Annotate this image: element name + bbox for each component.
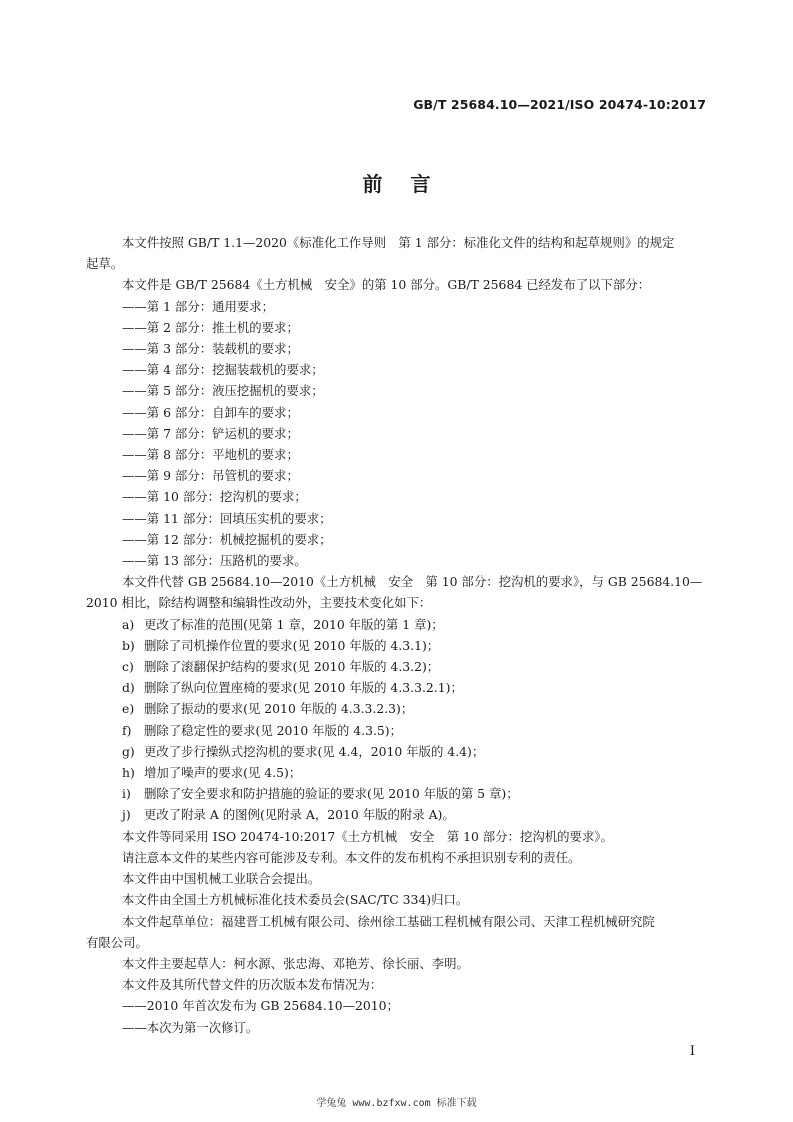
list-item-part: ——第 13 部分：压路机的要求。 (122, 553, 307, 569)
change-text: 删除了振动的要求(见 2010 年版的 4.3.3.2.3)； (144, 701, 414, 717)
standard-code-header: GB/T 25684.10—2021/ISO 20474-10:2017 (413, 97, 706, 112)
change-text: 删除了滚翻保护结构的要求(见 2010 年版的 4.3.2)； (144, 659, 440, 675)
list-item-part: ——第 2 部分：推土机的要求； (122, 319, 299, 335)
paragraph-drafting-units: 本文件起草单位：福建晋工机械有限公司、徐州徐工基础工程机械有限公司、天津工程机械研究院 (122, 913, 655, 929)
change-label: b) (122, 637, 135, 653)
list-item-change (86, 698, 708, 719)
footer-watermark: 学兔兔 www.bzfxw.com 标准下载 (316, 1098, 477, 1109)
list-item-change (86, 656, 708, 677)
list-item-change (86, 762, 708, 783)
change-text: 删除了安全要求和防护措施的验证的要求(见 2010 年版的第 5 章)； (144, 786, 519, 802)
list-item-part: ——第 9 部分：吊管机的要求； (122, 468, 299, 484)
list-item-part: ——第 5 部分：液压挖掘机的要求； (122, 383, 324, 399)
paragraph-drafters: 本文件主要起草人：柯水源、张忠海、邓艳芳、徐长丽、李明。 (122, 955, 469, 971)
change-label: c) (122, 659, 134, 675)
list-item-change (86, 783, 708, 804)
change-text: 更改了步行操纵式挖沟机的要求(见 4.4，2010 年版的 4.4)； (144, 743, 485, 759)
list-item-part: ——第 4 部分：挖掘装载机的要求； (122, 362, 324, 378)
change-label: e) (122, 701, 135, 717)
change-text: 删除了稳定性的要求(见 2010 年版的 4.3.5)； (144, 722, 403, 738)
page-number: I (689, 1044, 695, 1059)
change-label: i) (122, 786, 131, 802)
paragraph-series-intro: 本文件是 GB/T 25684《土方机械 安全》的第 10 部分。GB/T 25684 已经发布了以下部分： (122, 277, 651, 293)
list-item-change (86, 741, 708, 762)
paragraph-proposer: 本文件由中国机械工业联合会提出。 (122, 871, 321, 887)
list-item-change (86, 635, 708, 656)
paragraph-replaces-cont: 2010 相比，除结构调整和编辑性改动外，主要技术变化如下： (86, 595, 432, 611)
change-label: f) (122, 722, 132, 738)
list-item-part: ——第 12 部分：机械挖掘机的要求； (122, 531, 332, 547)
list-item-change (86, 614, 708, 635)
change-text: 更改了附录 A 的图例(见附录 A，2010 年版的附录 A)。 (144, 807, 455, 823)
list-item-part: ——第 6 部分：自卸车的要求； (122, 404, 299, 420)
change-label: h) (122, 765, 135, 781)
list-item-part: ——第 1 部分：通用要求； (122, 298, 275, 314)
list-item-part: ——第 8 部分：平地机的要求； (122, 447, 299, 463)
list-item-part: ——第 7 部分：铲运机的要求； (122, 425, 299, 441)
foreword-body (86, 232, 708, 1038)
list-item-part: ——第 10 部分：挖沟机的要求； (122, 489, 307, 505)
list-item-history: ——本次为第一次修订。 (122, 1019, 259, 1035)
change-label: a) (122, 616, 135, 632)
list-item-change (86, 677, 708, 698)
paragraph-replaces: 本文件代替 GB 25684.10—2010《土方机械 安全 第 10 部分：挖沟机的要求》，与 GB 25684.10— (122, 574, 703, 590)
paragraph-drafting-units-cont: 有限公司。 (86, 934, 148, 950)
list-item-part: ——第 3 部分：装载机的要求； (122, 341, 299, 357)
change-label: g) (122, 743, 135, 759)
paragraph-equivalence: 本文件等同采用 ISO 20474-10:2017《土方机械 安全 第 10 部分：挖沟机的要求》。 (122, 828, 613, 844)
change-text: 增加了噪声的要求(见 4.5)； (144, 765, 302, 781)
paragraph-committee: 本文件由全国土方机械标准化技术委员会(SAC/TC 334)归口。 (122, 892, 469, 908)
list-item-change (86, 804, 708, 825)
list-item-change (86, 720, 708, 741)
page-title: 前言 (362, 172, 459, 196)
change-text: 删除了司机操作位置的要求(见 2010 年版的 4.3.1)； (144, 637, 440, 653)
paragraph-history-intro: 本文件及其所代替文件的历次版本发布情况为： (122, 977, 383, 993)
change-text: 删除了纵向位置座椅的要求(见 2010 年版的 4.3.3.2.1)； (144, 680, 463, 696)
list-item-part: ——第 11 部分：回填压实机的要求； (122, 510, 332, 526)
paragraph-patent-notice: 请注意本文件的某些内容可能涉及专利。本文件的发布机构不承担识别专利的责任。 (122, 849, 581, 865)
change-label: j) (122, 807, 131, 823)
paragraph-drafting-rules: 本文件按照 GB/T 1.1—2020《标准化工作导则 第 1 部分：标准化文件的结构和起草规则》的规定 (122, 235, 675, 250)
paragraph-drafting-rules-cont: 起草。 (86, 256, 124, 272)
change-text: 更改了标准的范围(见第 1 章，2010 年版的第 1 章)； (144, 616, 444, 632)
list-item-history: ——2010 年首次发布为 GB 25684.10—2010； (122, 998, 399, 1014)
change-label: d) (122, 680, 135, 696)
